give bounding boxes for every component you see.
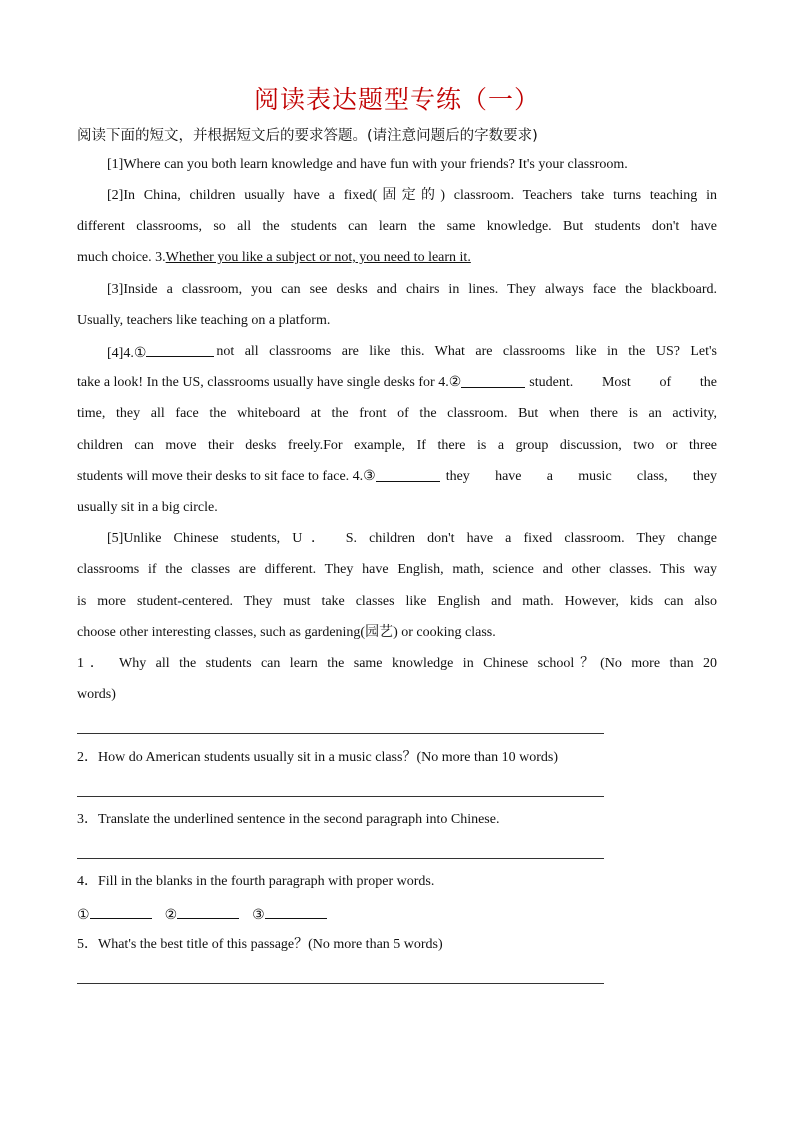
question-2: 2．How do American students usually sit in a music class？(No more than 10 words) (77, 750, 558, 765)
paragraph-4-line-1-text: not all classrooms are like this. What are classrooms like in the US? Let's (216, 344, 717, 359)
blank-2[interactable] (461, 373, 525, 388)
paragraph-5-line-2: classrooms if the classes are different. They have English, math, science and other classes. This way (77, 562, 717, 577)
q4-blank-3[interactable] (265, 904, 327, 919)
q4-blank-3-label: ③ (252, 908, 265, 923)
question-1: 1． Why all the students can learn the same knowledge in Chinese school？(No more than 20 (77, 656, 717, 671)
underlined-sentence: Whether you like a subject or not, you need to learn it. (165, 250, 471, 265)
paragraph-5-line-1: [5]Unlike Chinese students, U． S. children don't have a fixed classroom. They change (107, 531, 717, 546)
q4-blank-1[interactable] (90, 904, 152, 919)
q4-blank-2-label: ② (164, 908, 178, 923)
question-4: 4．Fill in the blanks in the fourth paragraph with proper words. (77, 874, 435, 889)
paragraph-4-line-3: time, they all face the whiteboard at the front of the classroom. But when there is an activity, (77, 406, 717, 421)
question-4-blanks (77, 904, 717, 924)
answer-line-5[interactable] (77, 983, 604, 984)
paragraph-4-line-5-text: students will move their desks to sit face to face. 4.③ (77, 469, 376, 484)
paragraph-4-line-5 (77, 467, 717, 487)
question-1-line-2: words) (77, 687, 116, 702)
paragraph-2-line-2: different classrooms, so all the students can learn the same knowledge. But students don't have (77, 219, 717, 234)
blank-1[interactable] (146, 342, 214, 357)
q4-blank-2[interactable] (177, 904, 239, 919)
answer-line-2[interactable] (77, 796, 604, 797)
paragraph-1: [1]Where can you both learn knowledge and have fun with your friends? It's your classroom. (107, 157, 628, 172)
answer-line-3[interactable] (77, 858, 604, 859)
paragraph-3-line-1: [3]Inside a classroom, you can see desks and chairs in lines. They always face the blackboard. (107, 282, 717, 297)
paragraph-4-line-6: usually sit in a big circle. (77, 500, 218, 515)
paragraph-5-line-4: choose other interesting classes, such as gardening(园艺) or cooking class. (77, 625, 496, 640)
paragraph-4-line-5-text-end: they have a music class, they (445, 469, 717, 484)
paragraph-2-line-3-text: much choice. 3. (77, 250, 166, 265)
page-title: 阅读表达题型专练（一） (253, 85, 540, 114)
paragraph-5-line-3: is more student-centered. They must take classes like English and math. However, kids can also (77, 594, 717, 609)
paragraph-4-line-1 (107, 342, 717, 362)
q4-blank-1-label: ① (77, 908, 90, 923)
paragraph-3-line-2: Usually, teachers like teaching on a platform. (77, 313, 331, 328)
paragraph-4-line-4: children can move their desks freely.For example, If there is a group discussion, two or three (77, 438, 717, 453)
paragraph-2-line-3 (77, 248, 717, 268)
paragraph-4-line-2 (77, 373, 717, 393)
question-5: 5．What's the best title of this passage？(No more than 5 words) (77, 937, 443, 952)
blank-3[interactable] (376, 467, 440, 482)
instruction-text: 阅读下面的短文，并根据短文后的要求答题。(请注意问题后的字数要求) (77, 128, 538, 144)
paragraph-4-blank-1-label: [4]4.① (107, 346, 147, 361)
paragraph-4-line-2-text: take a look! In the US, classrooms usually have single desks for 4.② (77, 375, 462, 390)
question-3: 3．Translate the underlined sentence in the second paragraph into Chinese. (77, 812, 500, 827)
answer-line-1[interactable] (77, 733, 604, 734)
paragraph-2-line-1: [2]In China, children usually have a fixed(固定的) classroom. Teachers take turns teaching in (107, 188, 717, 203)
paragraph-4-line-2-text-end: student. Most of the (529, 375, 717, 390)
